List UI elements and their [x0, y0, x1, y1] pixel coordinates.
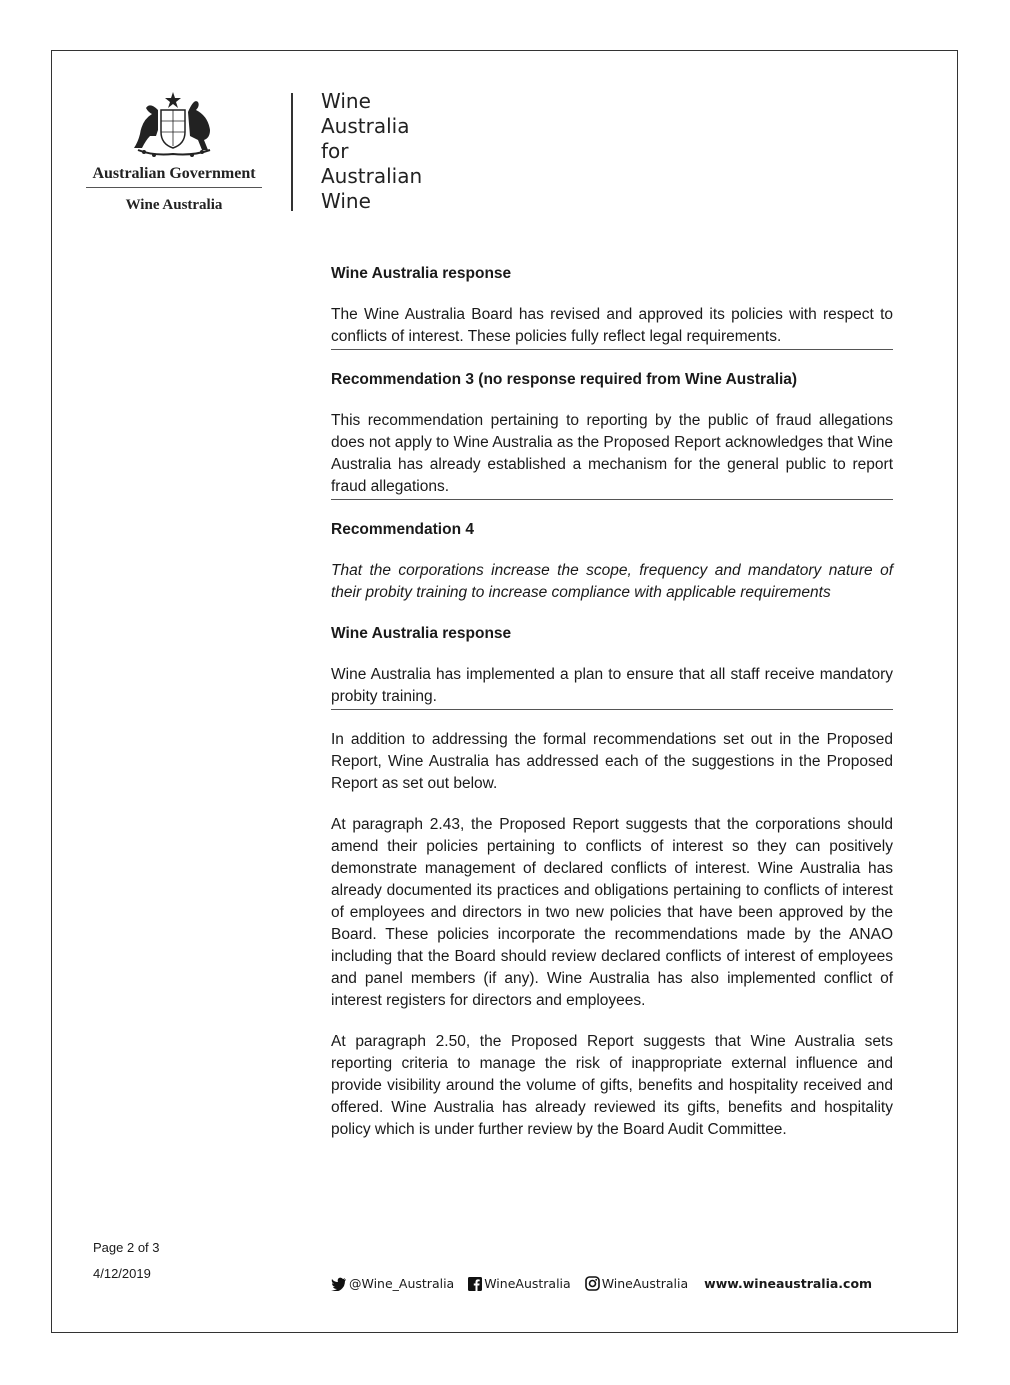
twitter-link[interactable] [331, 1276, 454, 1291]
website-link[interactable]: www.wineaustralia.com [704, 1276, 873, 1291]
instagram-link[interactable] [585, 1276, 688, 1291]
paragraph: At paragraph 2.43, the Proposed Report suggests that the corporations should amend their policies pertaining to conflicts of interest so they can positively demonstrate management of declared conflicts of interest. Wine Australia has already documented its practices and obligations pertaining to conflicts of interest of employees and directors in two new policies that have been approved by the Board. These policies incorporate the recommendations made by the ANAO including that the Board should review declared conflicts of interest of employees and panel members (if any). Wine Australia has also implemented conflict of interest registers for directors and employees. [331, 816, 893, 1009]
document-body [331, 263, 893, 1160]
tagline-line: for [321, 139, 349, 163]
tagline-line: Wine [321, 89, 371, 113]
agency-name: Wine Australia [125, 197, 223, 213]
page-number: Page 2 of 3 [93, 1240, 160, 1255]
instagram-icon [585, 1276, 600, 1291]
paragraph: Wine Australia has implemented a plan to ensure that all staff receive mandatory probity training. [331, 664, 893, 710]
instagram-handle: WineAustralia [601, 1276, 689, 1291]
paragraph: The Wine Australia Board has revised and approved its policies with respect to conflicts of interest. These policies fully reflect legal requirements. [331, 304, 893, 350]
tagline-logo [321, 89, 422, 214]
facebook-icon [468, 1277, 482, 1291]
section-heading: Wine Australia response [331, 625, 512, 642]
government-name: Australian Government [86, 165, 262, 188]
footer-social [331, 1276, 872, 1291]
facebook-handle: WineAustralia [484, 1276, 571, 1291]
section-heading: Recommendation 3 (no response required from Wine Australia) [331, 371, 798, 388]
twitter-handle: @Wine_Australia [349, 1276, 455, 1291]
tagline-line: Australian [321, 164, 423, 188]
coat-of-arms [88, 90, 263, 160]
tagline-line: Wine [321, 189, 371, 213]
paragraph: This recommendation pertaining to reporting by the public of fraud allegations does not apply to Wine Australia as the Proposed Report acknowledges that Wine Australia has already established a mechanism for the general public to report fraud allegations. [331, 410, 893, 500]
paragraph: In addition to addressing the formal recommendations set out in the Proposed Report, Wine Australia has addressed each of the suggestions in the Proposed Report as set out below. [331, 731, 893, 792]
paragraph: At paragraph 2.50, the Proposed Report suggests that Wine Australia sets reporting criteria to manage the risk of inappropriate external influence and provide visibility around the volume of gifts, benefits and hospitality received and offered. Wine Australia has already reviewed its gifts, benefits and hospitality policy which is under further review by the Board Audit Committee. [331, 1033, 893, 1138]
header-divider [291, 93, 293, 211]
section-heading: Wine Australia response [331, 265, 512, 282]
coat-of-arms-icon [128, 90, 218, 160]
section-heading: Recommendation 4 [331, 521, 474, 538]
facebook-link[interactable] [468, 1276, 570, 1291]
recommendation-text: That the corporations increase the scope, frequency and mandatory nature of their probity training to increase compliance with applicable requirements [331, 562, 893, 601]
page-date: 4/12/2019 [93, 1266, 151, 1281]
twitter-icon [331, 1277, 347, 1291]
tagline-line: Australia [321, 114, 410, 138]
